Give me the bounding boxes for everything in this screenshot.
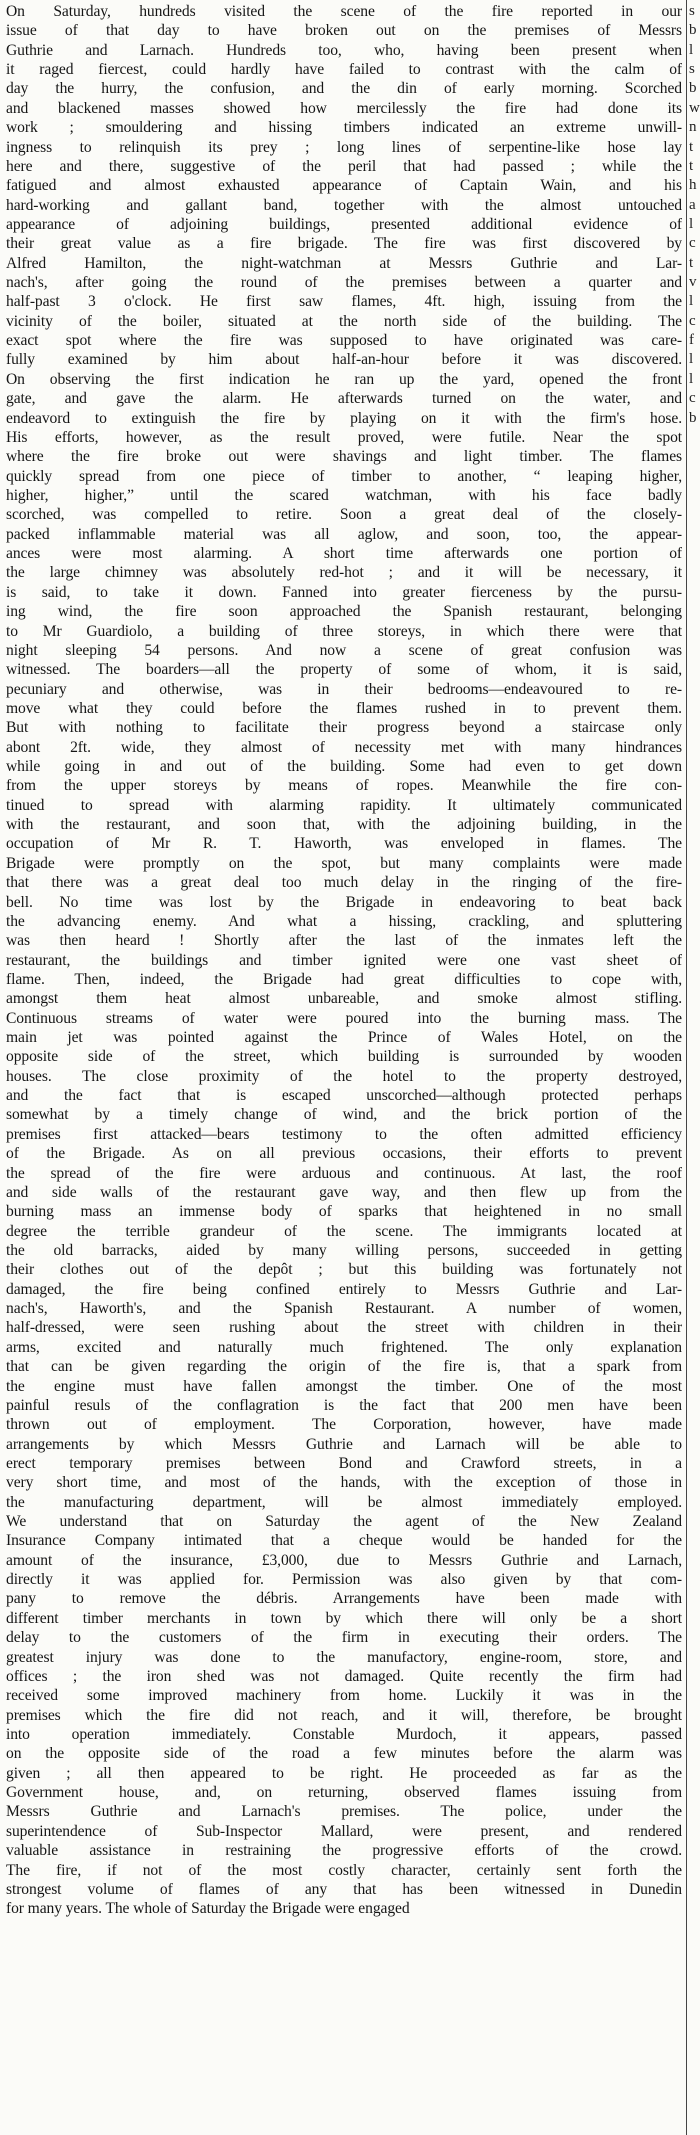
article-line: is said, to take it down. Fanned into greater fierceness by the pursu- <box>6 583 682 601</box>
article-line: offices ; the iron shed was not damaged. Quite recently the firm had <box>6 1667 682 1685</box>
article-line: bell. No time was lost by the Brigade in endeavoring to beat back <box>6 893 682 911</box>
margin-fragment-letter: b <box>689 409 697 426</box>
article-line: strongest volume of flames of any that has been witnessed in Dunedin <box>6 1880 682 1898</box>
article-line: and blackened masses showed how mercilessly the fire had done its <box>6 99 682 117</box>
article-line: amount of the insurance, £3,000, due to Messrs Guthrie and Larnach, <box>6 1551 682 1569</box>
article-line: that can be given regarding the origin of the fire is, that a spark from <box>6 1358 682 1376</box>
article-line: arms, excited and naturally much frightened. The only explanation <box>6 1338 682 1356</box>
article-line: Guthrie and Larnach. Hundreds too, who, having been present when <box>6 41 682 59</box>
article-line: We understand that on Saturday the agent of the New Zealand <box>6 1513 682 1531</box>
article-line: different timber merchants in town by which there will only be a short <box>6 1609 682 1627</box>
margin-fragment-letter: w <box>689 99 700 116</box>
article-line: directly it was applied for. Permission was also given by that com- <box>6 1571 682 1589</box>
margin-fragment-letter: t <box>689 157 694 174</box>
article-line: nach's, after going the round of the premises between a quarter and <box>6 274 682 292</box>
margin-fragment-letter: c <box>689 235 696 252</box>
article-line: fatigued and almost exhausted appearance of Captain Wain, and his <box>6 177 682 195</box>
article-line: gate, and gave the alarm. He afterwards turned on the water, and <box>6 390 682 408</box>
article-line: their clothes out of the depôt ; but this building was fortunately not <box>6 1261 682 1279</box>
article-line: the advancing enemy. And what a hissing, crackling, and spluttering <box>6 912 682 930</box>
article-line: erect temporary premises between Bond and Crawford streets, in a <box>6 1454 682 1472</box>
margin-fragment-letter: c <box>689 312 696 329</box>
article-line: vicinity of the boiler, situated at the north side of the building. The <box>6 312 682 330</box>
article-line: where the fire broke out were shavings and light timber. The flames <box>6 448 682 466</box>
margin-fragment-letter: s <box>689 3 695 19</box>
article-line: half-past 3 o'clock. He first saw flames, 4ft. high, issuing from the <box>6 293 682 311</box>
article-line: restaurant, the buildings and timber ignited were one vast sheet of <box>6 951 682 969</box>
article-line: occupation of Mr R. T. Haworth, was enveloped in flames. The <box>6 835 682 853</box>
article-line: and side walls of the restaurant gave way, and then flew up from the <box>6 1183 682 1201</box>
article-line: was then heard ! Shortly after the last of the inmates left the <box>6 932 682 950</box>
article-line: flame. Then, indeed, the Brigade had great difficulties to cope with, <box>6 970 682 988</box>
article-line: nach's, Haworth's, and the Spanish Restaurant. A number of women, <box>6 1300 682 1318</box>
article-line: and the fact that is escaped unscorched—although protected perhaps <box>6 1087 682 1105</box>
margin-fragment-letter: a <box>689 196 696 213</box>
column-rule <box>686 0 687 2135</box>
article-line: from the upper storeys by means of ropes. Meanwhile the fire con- <box>6 777 682 795</box>
article-line: the spread of the fire were arduous and continuous. At last, the roof <box>6 1164 682 1182</box>
article-line: superintendence of Sub-Inspector Mallard, were present, and rendered <box>6 1822 682 1840</box>
margin-fragment-letter: c <box>689 390 696 407</box>
article-line: ances were most alarming. A short time afterwards one portion of <box>6 545 682 563</box>
article-line: appearance of adjoining buildings, presented additional evidence of <box>6 215 682 233</box>
article-line: greatest injury was done to the manufactory, engine-room, store, and <box>6 1648 682 1666</box>
adjacent-column-fragment <box>689 2 700 428</box>
article-line: exact spot where the fire was supposed to have originated was care- <box>6 332 682 350</box>
article-line: main jet was pointed against the Prince of Wales Hotel, on the <box>6 1029 682 1047</box>
article-line: arrangements by which Messrs Guthrie and Larnach will be able to <box>6 1435 682 1453</box>
article-line: Government house, and, on returning, observed flames issuing from <box>6 1784 682 1802</box>
article-line: His efforts, however, as the result proved, were futile. Near the spot <box>6 428 682 446</box>
article-line: move what they could before the flames rushed in to prevent them. <box>6 699 682 717</box>
article-line: somewhat by a timely change of wind, and the brick portion of the <box>6 1106 682 1124</box>
margin-fragment-letter: n <box>689 119 697 136</box>
article-line: witnessed. The boarders—all the property of some of whom, it is said, <box>6 661 682 679</box>
article-line: abont 2ft. wide, they almost of necessity met with many hindrances <box>6 738 682 756</box>
article-line: Insurance Company intimated that a cheque would be handed for the <box>6 1532 682 1550</box>
margin-fragment-letter: v <box>689 274 697 291</box>
article-line: with the restaurant, and soon that, with the adjoining building, in the <box>6 816 682 834</box>
article-line: higher, higher,” until the scared watchman, with his face badly <box>6 486 682 504</box>
article-line: amongst them heat almost unbareable, and smoke almost stifling. <box>6 990 682 1008</box>
article-line: houses. The close proximity of the hotel to the property destroyed, <box>6 1067 682 1085</box>
article-line: the large chimney was absolutely red-hot ; and it will be necessary, it <box>6 564 682 582</box>
article-line: of the Brigade. As on all previous occasions, their efforts to prevent <box>6 1145 682 1163</box>
article-line: received some improved machinery from home. Luckily it was in the <box>6 1687 682 1705</box>
article-line: quickly spread from one piece of timber to another, “ leaping higher, <box>6 467 682 485</box>
article-line: opposite side of the street, which building is surrounded by wooden <box>6 1048 682 1066</box>
article-line: that there was a great deal too much delay in the ringing of the fire- <box>6 874 682 892</box>
margin-fragment-letter: t <box>689 138 694 155</box>
article-line: painful resuls of the conflagration is the fact that 200 men have been <box>6 1396 682 1414</box>
article-line: On observing the first indication he ran up the yard, opened the front <box>6 370 682 388</box>
article-line: Continuous streams of water were poured into the burning mass. The <box>6 1009 682 1027</box>
article-line: Messrs Guthrie and Larnach's premises. The police, under the <box>6 1803 682 1821</box>
article-line: tinued to spread with alarming rapidity. It ultimately communicated <box>6 796 682 814</box>
article-line: ingness to relinquish its prey ; long lines of serpentine-like hose lay <box>6 138 682 156</box>
article-line: night sleeping 54 persons. And now a scene of great confusion was <box>6 641 682 659</box>
article-line: very short time, and most of the hands, with the exception of those in <box>6 1474 682 1492</box>
article-line: ing wind, the fire soon approached the Spanish restaurant, belonging <box>6 603 682 621</box>
article-line: premises which the fire did not reach, and it will, therefore, be brought <box>6 1706 682 1724</box>
article-line: delay to the customers of the firm in executing their orders. The <box>6 1629 682 1647</box>
article-line: damaged, the fire being confined entirely to Messrs Guthrie and Lar- <box>6 1280 682 1298</box>
margin-fragment-letter: l <box>689 41 694 58</box>
article-line: thrown out of employment. The Corporation, however, have made <box>6 1416 682 1434</box>
margin-fragment-letter: l <box>689 215 694 232</box>
margin-fragment-letter: s <box>689 61 695 78</box>
article-line: the engine must have fallen amongst the timber. One of the most <box>6 1377 682 1395</box>
article-body <box>6 2 682 1919</box>
margin-fragment-letter: b <box>689 22 697 39</box>
article-line: work ; smouldering and hissing timbers indicated an extreme unwill- <box>6 119 682 137</box>
article-line: their great value as a fire brigade. The fire was first discovered by <box>6 235 682 253</box>
article-line: for many years. The whole of Saturday the Brigade were engaged <box>6 1900 410 1918</box>
article-line: endeavord to extinguish the fire by playing on it with the firm's hose. <box>6 409 682 427</box>
article-line: Alfred Hamilton, the night-watchman at Messrs Guthrie and Lar- <box>6 254 682 272</box>
article-line: while going in and out of the building. Some had even to get down <box>6 758 682 776</box>
article-line: scorched, was compelled to retire. Soon a great deal of the closely- <box>6 506 682 524</box>
article-line: hard-working and gallant band, together with the almost untouched <box>6 196 682 214</box>
article-line: on the opposite side of the road a few minutes before the alarm was <box>6 1745 682 1763</box>
article-line: burning mass an immense body of sparks that heightened in no small <box>6 1203 682 1221</box>
margin-fragment-letter: l <box>689 293 694 310</box>
article-line: to Mr Guardiolo, a building of three storeys, in which there were that <box>6 622 682 640</box>
article-line: the manufacturing department, will be almost immediately employed. <box>6 1493 682 1511</box>
article-line: day the hurry, the confusion, and the din of early morning. Scorched <box>6 80 682 98</box>
article-line: Brigade were promptly on the spot, but many complaints were made <box>6 854 682 872</box>
article-line: valuable assistance in restraining the progressive efforts of the crowd. <box>6 1842 682 1860</box>
article-line: pany to remove the débris. Arrangements have been made with <box>6 1590 682 1608</box>
article-line: premises first attacked—bears testimony to the often admitted efficiency <box>6 1125 682 1143</box>
margin-fragment-letter: b <box>689 80 697 97</box>
article-line: here and there, suggestive of the peril that had passed ; while the <box>6 157 682 175</box>
article-line: packed inflammable material was all aglow, and soon, too, the appear- <box>6 525 682 543</box>
margin-fragment-letter: t <box>689 254 694 271</box>
article-line: issue of that day to have broken out on the premises of Messrs <box>6 22 682 40</box>
article-line: The fire, if not of the most costly character, certainly sent forth the <box>6 1861 682 1879</box>
article-line: it raged fiercest, could hardly have failed to contrast with the calm of <box>6 61 682 79</box>
article-line: the old barracks, aided by many willing persons, succeeded in getting <box>6 1242 682 1259</box>
article-line: But with nothing to facilitate their progress beyond a staircase only <box>6 719 682 737</box>
article-line: given ; all then appeared to be right. He proceeded as far as the <box>6 1764 682 1782</box>
article-line: into operation immediately. Constable Murdoch, it appears, passed <box>6 1725 682 1743</box>
margin-fragment-letter: f <box>689 332 694 349</box>
article-line: half-dressed, were seen rushing about the street with children in their <box>6 1319 682 1337</box>
article-line: degree the terrible grandeur of the scene. The immigrants located at <box>6 1222 682 1240</box>
article-line: fully examined by him about half-an-hour before it was discovered. <box>6 351 682 369</box>
margin-fragment-letter: l <box>689 370 694 387</box>
article-line: On Saturday, hundreds visited the scene of the fire reported in our <box>6 3 682 20</box>
article-line: pecuniary and otherwise, was in their bedrooms—endeavoured to re- <box>6 680 682 698</box>
margin-fragment-letter: l <box>689 351 694 368</box>
margin-fragment-letter: h <box>689 177 697 194</box>
